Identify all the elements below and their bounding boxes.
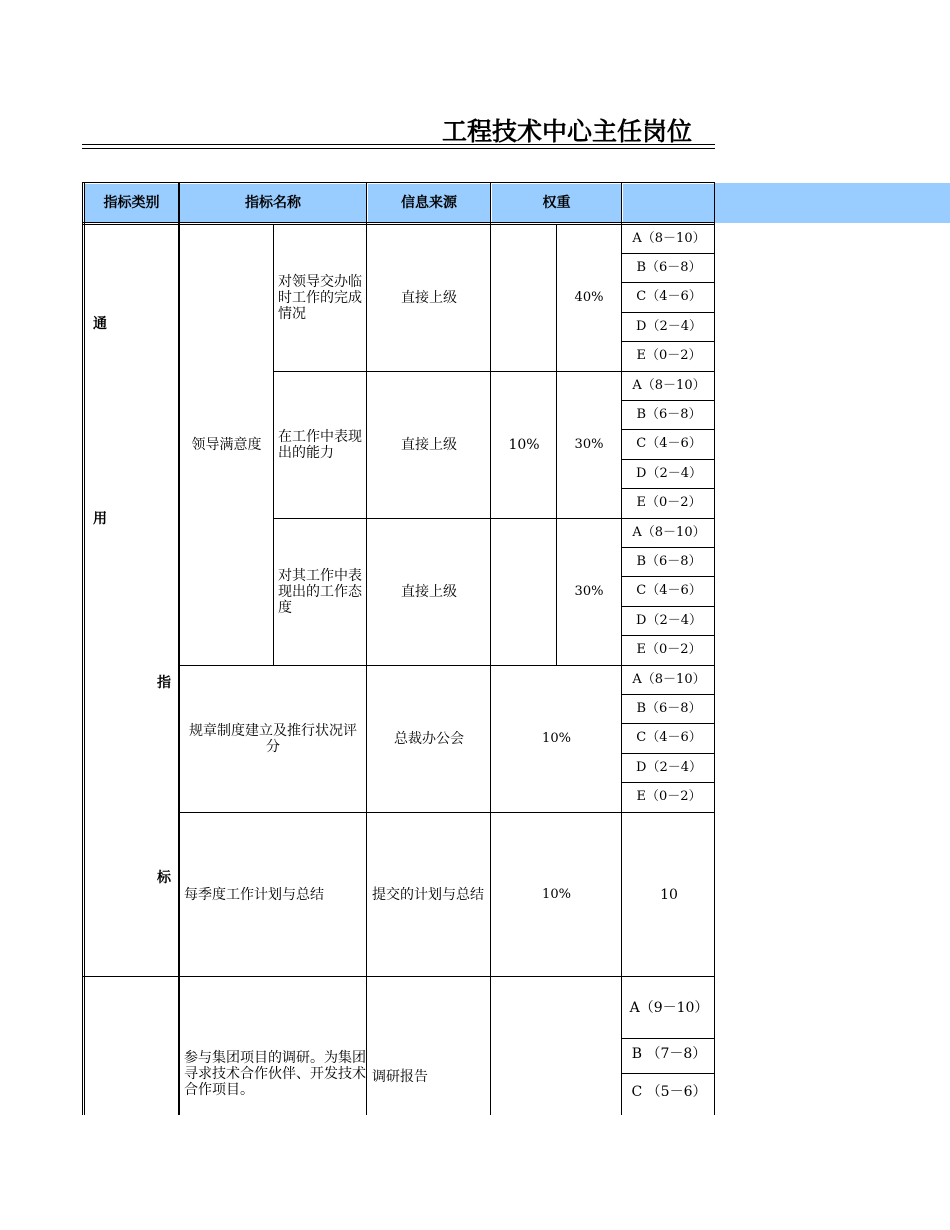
grade-cell: C（4－6） xyxy=(636,583,702,598)
sub-indicator-weight: 30% xyxy=(574,437,604,452)
score-plan: 10 xyxy=(660,886,678,903)
grade-cell: D（2－4） xyxy=(636,319,702,334)
grade-cell: D（2－4） xyxy=(636,466,702,481)
grade-cell: C（4－6） xyxy=(636,730,702,745)
sub-indicator-name: 对领导交办临时工作的完成情况 xyxy=(278,274,362,322)
grade-cell: B （7－8） xyxy=(631,1046,707,1062)
grade-border xyxy=(621,694,715,695)
grade-border xyxy=(621,341,715,342)
page-title: 工程技术中心主任岗位 xyxy=(442,117,693,146)
grade-cell: B（6－8） xyxy=(636,554,702,569)
grade-cell: B（6－8） xyxy=(636,701,702,716)
grade-cell: A（8－10） xyxy=(632,525,706,540)
grade-cell: E（0－2） xyxy=(636,642,702,657)
title-underline-double xyxy=(82,148,715,149)
grade-border xyxy=(621,253,715,254)
grade-cell: A（9－10） xyxy=(629,1000,709,1016)
indicator-leader-satisfaction: 领导满意度 xyxy=(191,436,262,453)
grade-border xyxy=(621,782,715,783)
weight-rules: 10% xyxy=(542,730,571,746)
sub-indicator-weight: 40% xyxy=(574,290,604,305)
sub-indicator-name: 在工作中表现出的能力 xyxy=(278,429,362,461)
grade-cell: A（8－10） xyxy=(632,378,706,393)
grade-border xyxy=(621,312,715,313)
weight-plan: 10% xyxy=(542,886,571,902)
grade-border xyxy=(621,723,715,724)
table-border xyxy=(179,812,715,813)
grade-cell: C （5－6） xyxy=(631,1084,707,1100)
category-char: 标 xyxy=(157,870,171,886)
grade-cell: C（4－6） xyxy=(636,436,702,451)
weight-leader-satisfaction: 10% xyxy=(508,436,540,453)
source-plan: 提交的计划与总结 xyxy=(372,886,484,903)
grade-border xyxy=(621,488,715,489)
sub-indicator-source: 直接上级 xyxy=(401,583,457,600)
grade-cell: A（8－10） xyxy=(632,672,706,687)
table-border xyxy=(179,665,715,666)
indicator-research: 参与集团项目的调研。为集团寻求技术合作伙伴、开发技术合作项目。 xyxy=(184,1050,366,1098)
grade-border xyxy=(621,635,715,636)
grade-cell: E（0－2） xyxy=(636,789,702,804)
grade-border xyxy=(621,459,715,460)
grade-cell: D（2－4） xyxy=(636,760,702,775)
sub-indicator-source: 直接上级 xyxy=(401,437,457,453)
table-border xyxy=(273,224,274,665)
category-char: 通 xyxy=(93,316,107,332)
grade-border xyxy=(621,1073,715,1074)
header-weight: 权重 xyxy=(492,184,621,222)
title-underline xyxy=(82,144,715,145)
header-name: 指标名称 xyxy=(180,184,366,222)
table-border xyxy=(273,518,715,519)
grade-border xyxy=(621,576,715,577)
grade-border xyxy=(621,753,715,754)
grade-cell: E（0－2） xyxy=(636,348,702,363)
category-char: 指 xyxy=(157,675,171,691)
table-border xyxy=(556,224,557,665)
grade-cell: D（2－4） xyxy=(636,613,702,628)
grade-cell: B（6－8） xyxy=(636,260,702,275)
header-band-extension xyxy=(715,183,950,223)
grade-border xyxy=(621,429,715,430)
source-research: 调研报告 xyxy=(372,1069,428,1085)
grade-cell: C（4－6） xyxy=(636,289,702,304)
grade-cell: A（8－10） xyxy=(632,231,706,246)
grade-border xyxy=(621,400,715,401)
source-rules: 总裁办公会 xyxy=(394,730,464,747)
indicator-plan: 每季度工作计划与总结 xyxy=(184,886,324,903)
sub-indicator-source: 直接上级 xyxy=(401,290,457,306)
header-source: 信息来源 xyxy=(368,184,490,222)
grade-border xyxy=(621,1038,715,1039)
grade-border xyxy=(621,606,715,607)
sub-indicator-weight: 30% xyxy=(574,583,604,599)
indicator-rules: 规章制度建立及推行状况评分 xyxy=(189,722,357,755)
grade-cell: B（6－8） xyxy=(636,407,702,422)
grade-border xyxy=(621,282,715,283)
table-border xyxy=(82,976,715,977)
grade-cell: E（0－2） xyxy=(636,495,702,510)
header-grade xyxy=(623,184,715,222)
grade-border xyxy=(621,547,715,548)
table-border xyxy=(273,371,715,372)
header-category: 指标类别 xyxy=(85,184,178,222)
category-char: 用 xyxy=(93,511,107,527)
kpi-table xyxy=(82,182,715,1115)
sub-indicator-name: 对其工作中表现出的工作态度 xyxy=(278,567,362,616)
